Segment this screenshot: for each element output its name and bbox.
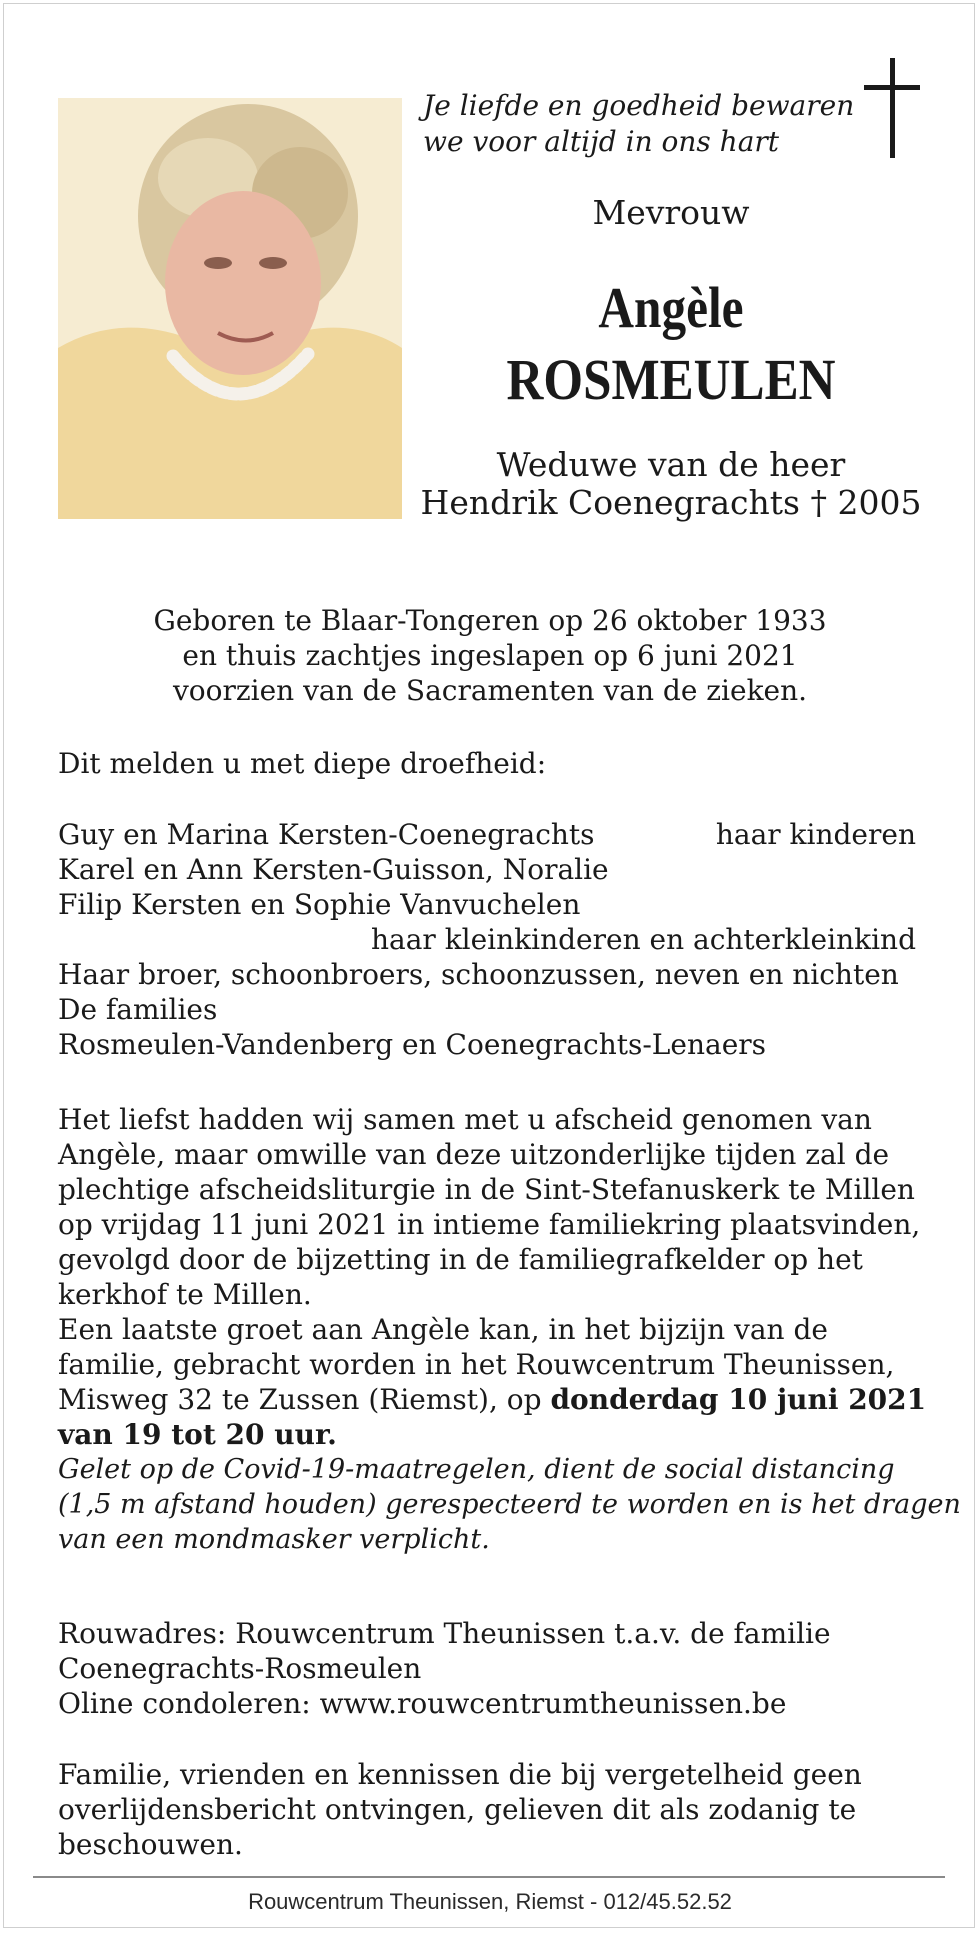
paragraph-line: kerkhof te Millen. — [58, 1278, 312, 1311]
visit-address: Misweg 32 te Zussen (Riemst), op — [58, 1383, 551, 1416]
born-line: en thuis zachtjes ingeslapen op 6 juni 2021 — [182, 639, 798, 672]
closing-line: beschouwen. — [58, 1828, 243, 1861]
covid-notice: van een mondmasker verplicht. — [58, 1524, 490, 1555]
birth-death-info — [60, 603, 920, 708]
intro-text: Dit melden u met diepe droefheid: — [58, 747, 547, 780]
spouse-line: Weduwe van de heer — [496, 445, 846, 484]
paragraph-line: Een laatste groet aan Angèle kan, in het bijzijn van de — [58, 1313, 828, 1346]
family-relation: haar kinderen — [715, 818, 916, 851]
covid-notice: (1,5 m afstand houden) gerespecteerd te worden en is het dragen — [58, 1489, 961, 1520]
list-item — [58, 922, 916, 957]
motto-line: Je liefde en goedheid bewaren — [423, 89, 855, 122]
list-item: Filip Kersten en Sophie Vanvuchelen — [58, 888, 581, 921]
covid-notice: Gelet op de Covid-19-maatregelen, dient de social distancing — [58, 1454, 895, 1485]
family-names: Guy en Marina Kersten-Coenegrachts — [58, 818, 595, 851]
address-line: Coenegrachts-Rosmeulen — [58, 1652, 422, 1685]
portrait-photo — [58, 98, 402, 519]
closing-line: Familie, vrienden en kennissen die bij vergetelheid geen — [58, 1758, 862, 1791]
closing-note — [58, 1757, 862, 1862]
paragraph-line — [58, 1417, 961, 1452]
motto-line: we voor altijd in ons hart — [423, 125, 780, 158]
visit-time: van 19 tot 20 uur. — [58, 1418, 337, 1451]
closing-line: overlijdensbericht ontvingen, gelieven dit als zodanig te — [58, 1793, 857, 1826]
address-line: Rouwadres: Rouwcentrum Theunissen t.a.v. de familie — [58, 1617, 831, 1650]
mourning-address — [58, 1616, 831, 1721]
last-name: ROSMEULEN — [506, 347, 836, 412]
paragraph-line: plechtige afscheidsliturgie in de Sint-Stefanuskerk te Millen — [58, 1173, 915, 1206]
paragraph-line: Angèle, maar omwille van deze uitzonderlijke tijden zal de — [58, 1138, 890, 1171]
born-line: Geboren te Blaar-Tongeren op 26 oktober 1933 — [153, 604, 827, 637]
footer-divider — [33, 1876, 945, 1878]
paragraph-line: op vrijdag 11 juni 2021 in intieme familiekring plaatsvinden, — [58, 1208, 921, 1241]
footer-text: Rouwcentrum Theunissen, Riemst - 012/45.52.52 — [248, 1889, 732, 1914]
paragraph-line: Het liefst hadden wij samen met u afscheid genomen van — [58, 1103, 872, 1136]
list-item — [58, 817, 916, 852]
born-line: voorzien van de Sacramenten van de zieken. — [172, 674, 808, 707]
list-item: Rosmeulen-Vandenberg en Coenegrachts-Lenaers — [58, 1028, 767, 1061]
cross-icon — [864, 58, 920, 158]
family-relation: haar kleinkinderen en achterkleinkind — [370, 923, 916, 956]
family-list — [58, 817, 916, 1062]
visit-date: donderdag 10 juni 2021 — [550, 1383, 927, 1416]
paragraph-line — [58, 1382, 961, 1417]
motto — [423, 88, 854, 160]
spouse-line: Hendrik Coenegrachts † 2005 — [420, 483, 922, 522]
list-item: Karel en Ann Kersten-Guisson, Noralie — [58, 853, 609, 886]
funeral-details — [58, 1102, 961, 1557]
address-line: Oline condoleren: www.rouwcentrumtheunissen.be — [58, 1687, 787, 1720]
salutation: Mevrouw — [592, 193, 750, 232]
paragraph-line: gevolgd door de bijzetting in de familiegrafkelder op het — [58, 1243, 863, 1276]
first-name: Angèle — [598, 275, 744, 340]
list-item: Haar broer, schoonbroers, schoonzussen, neven en nichten — [58, 958, 899, 991]
list-item: De families — [58, 993, 218, 1026]
paragraph-line: familie, gebracht worden in het Rouwcentrum Theunissen, — [58, 1348, 895, 1381]
spouse-info — [402, 446, 940, 522]
